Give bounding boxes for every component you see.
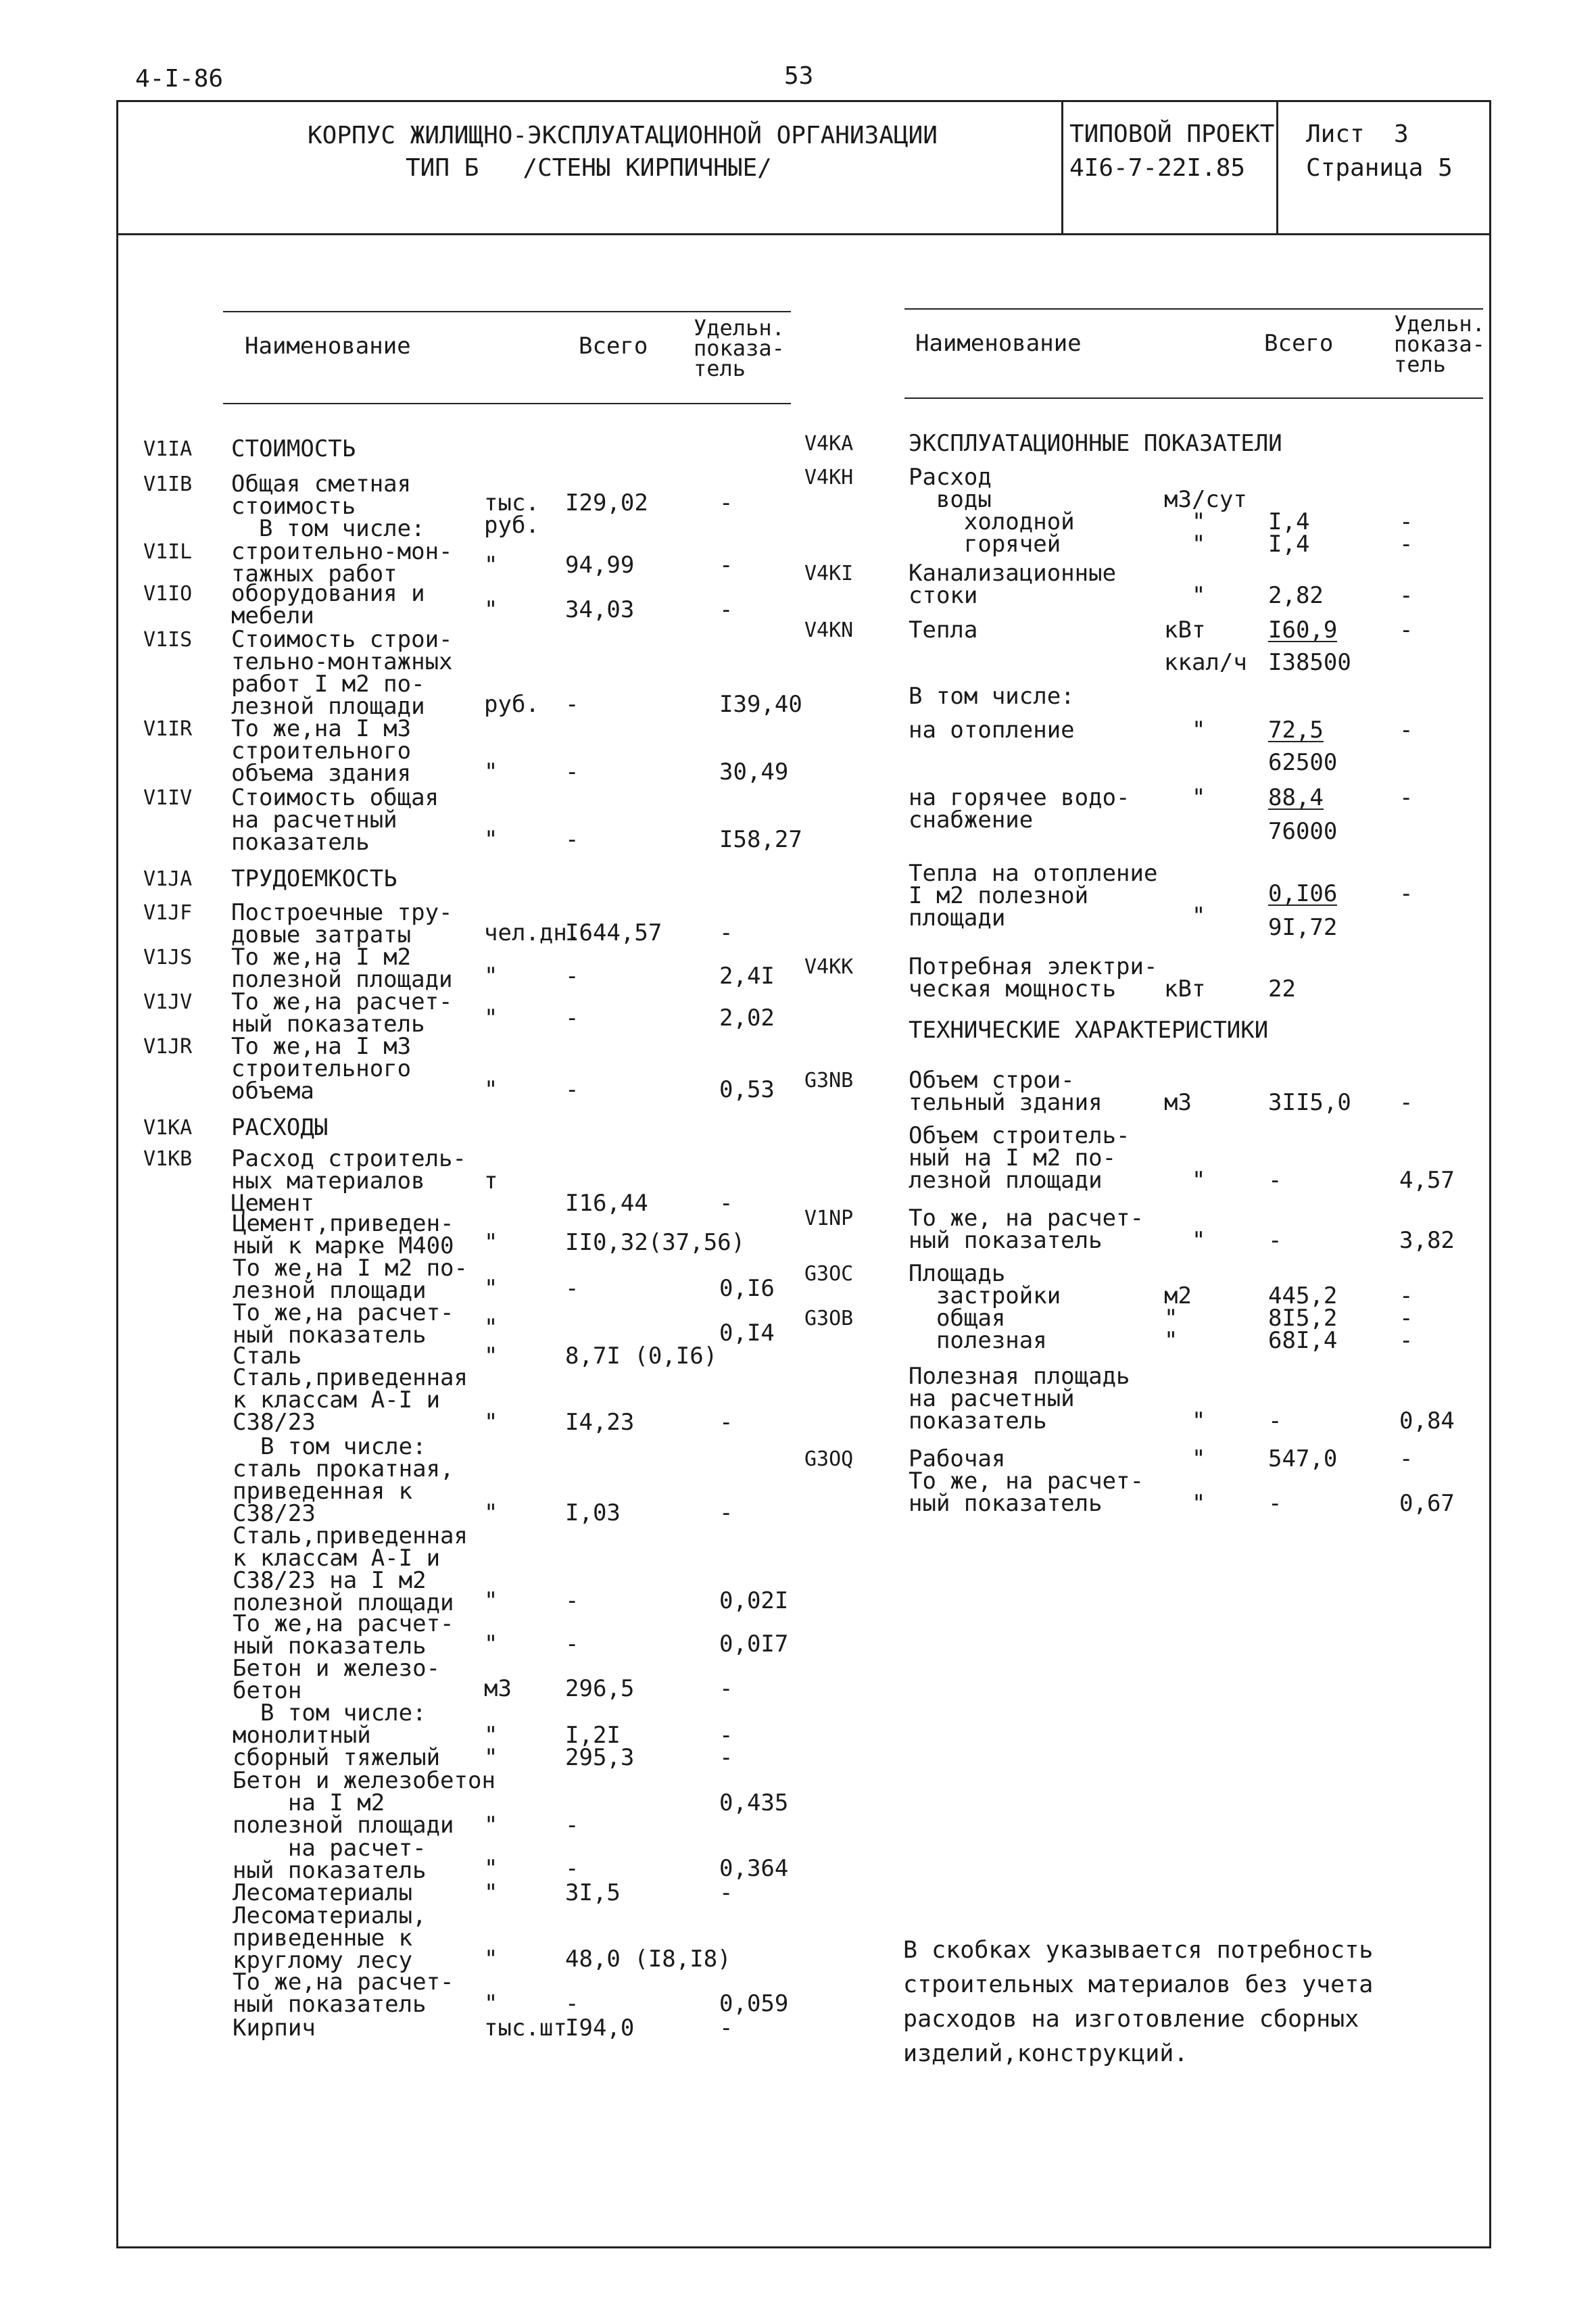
left-row-unit: т: [484, 1167, 498, 1195]
right-row-unit: ": [1191, 902, 1206, 930]
material-row-name: Лесоматериалы: [233, 1879, 413, 1906]
right-row-spec: -: [1399, 784, 1413, 811]
left-header-name: Наименование: [245, 333, 411, 360]
right-row-unit: м3: [1164, 1089, 1192, 1116]
right-row-total: 76000: [1268, 818, 1338, 845]
material-row-unit: ": [484, 1631, 498, 1658]
left-row-unit: руб.: [484, 691, 539, 718]
right-row-unit: кВт: [1164, 975, 1206, 1003]
material-row-spec: 0,02I: [719, 1587, 789, 1614]
material-row-name: То же,на расчет- ный показатель: [233, 1610, 454, 1660]
left-row-name: СТОИМОСТЬ: [231, 435, 356, 462]
stamp-title-line-2: ТИП Б /СТЕНЫ КИРПИЧНЫЕ/: [406, 154, 772, 182]
right-row-spec: -: [1399, 617, 1413, 644]
left-row-total: -: [565, 826, 579, 853]
right-row-unit: м3/сут " ": [1164, 486, 1247, 558]
right-row-code: V4KK: [804, 955, 854, 979]
material-row-unit: ": [484, 1409, 498, 1436]
material-row-name: В том числе: сталь прокатная, приведенная к С38/23: [233, 1433, 454, 1527]
right-row-code: G3NB: [804, 1069, 854, 1092]
left-row-unit: ": [484, 1076, 498, 1103]
right-row-total: 62500: [1268, 749, 1338, 776]
left-row-code: V1IA: [143, 437, 193, 461]
left-row-code: V1IV: [143, 786, 193, 810]
left-header-top-line: [223, 311, 791, 312]
stamp-sheet: Лист 3: [1306, 120, 1409, 148]
left-row-spec: 2,4I: [719, 963, 775, 990]
left-row-spec: -: [719, 1190, 733, 1217]
left-row-total: I29,02: [565, 489, 648, 516]
left-row-name: То же,на I м3 строительного объема здания: [231, 715, 412, 787]
material-row-total: I94,0: [565, 2015, 635, 2042]
material-row-spec: 0,435: [719, 1789, 789, 1816]
right-header-top-line: [904, 308, 1483, 310]
right-row-total: 22: [1268, 975, 1296, 1003]
right-row-unit: ": [1164, 717, 1206, 744]
material-row-unit: ": [484, 1499, 498, 1526]
left-row-name: Стоимость строи- тельно-монтажных работ I м2 по- лезной площади: [231, 626, 453, 720]
material-row-name: Бетон и железо- бетон: [233, 1655, 441, 1704]
left-row-name: То же,на I м3 строительного объема: [231, 1033, 412, 1105]
material-row-spec: -: [719, 2015, 733, 2042]
right-row-spec: 0,84: [1399, 1407, 1455, 1434]
right-row-code: V4KI: [804, 562, 854, 585]
left-row-spec: -: [719, 919, 733, 946]
material-row-name: на расчет- ный показатель: [233, 1835, 427, 1884]
material-row-unit: ": [484, 1879, 498, 1906]
right-row-spec: -: [1399, 880, 1413, 907]
right-row-code: V4KN: [804, 619, 854, 642]
right-row-name: на горячее водо- снабжение: [909, 784, 1130, 834]
right-row-spec: - - -: [1399, 1282, 1413, 1354]
material-row-total: I,03: [565, 1499, 621, 1526]
right-row-spec: -: [1399, 717, 1413, 744]
left-row-code: V1JS: [143, 946, 193, 969]
material-row-total: -: [565, 1812, 579, 1839]
left-row-code: V1JR: [143, 1035, 193, 1059]
right-row-name: Потребная электри- ческая мощность: [909, 953, 1158, 1003]
right-header-spec: Удельн. показа- тель: [1394, 311, 1485, 377]
right-row-total: -: [1268, 1407, 1282, 1434]
material-row-total: 8,7I (0,I6): [565, 1343, 718, 1370]
material-row-total: -: [565, 1855, 579, 1882]
material-row-name: Кирпич: [233, 2015, 316, 2042]
right-row-unit: ": [1191, 1167, 1206, 1194]
material-row-spec: - -: [719, 1722, 733, 1771]
stamp-page: Страница 5: [1306, 154, 1453, 182]
material-row-name: Сталь,приведенная к классам А-I и С38/23 на I м2 полезной площади: [233, 1522, 468, 1616]
right-row-name: на отопление: [909, 717, 1075, 744]
left-row-spec: I58,27: [719, 826, 802, 853]
material-row-unit: ": [484, 1343, 498, 1370]
right-row-spec: 4,57: [1399, 1167, 1455, 1194]
left-row-unit: ": [484, 963, 498, 990]
material-row-name: То же,на I м2 по- лезной площади: [233, 1255, 468, 1304]
material-row-name: Лесоматериалы, приведенные к круглому лесу: [233, 1902, 427, 1974]
right-row-total: 445,2 8I5,2 68I,4: [1268, 1282, 1338, 1354]
material-row-unit: ": [484, 1855, 498, 1882]
right-row-unit: ккал/ч: [1164, 649, 1247, 676]
right-row-unit: ": [1191, 582, 1206, 609]
right-row-total: -: [1268, 1167, 1282, 1194]
right-row-total: -: [1268, 1227, 1282, 1254]
left-header-spec: Удельн. показа- тель: [694, 315, 785, 381]
material-row-spec: 0,I6: [719, 1275, 775, 1302]
material-row-name: Цемент,приведен- ный к марке М400: [233, 1210, 454, 1259]
right-row-unit: " ": [1191, 1445, 1206, 1517]
right-header-total: Всего: [1264, 330, 1334, 357]
stamp-project-label: ТИПОВОЙ ПРОЕКТ: [1069, 120, 1275, 148]
material-row-total: -: [565, 1990, 579, 2017]
right-row-total: 547,0 -: [1268, 1445, 1338, 1517]
right-row-unit: ": [1191, 1407, 1206, 1434]
material-row-spec: 0,059: [719, 1990, 789, 2017]
page-number: 53: [784, 62, 814, 90]
right-row-name: Тепла: [909, 617, 978, 644]
right-row-name: ЭКСПЛУАТАЦИОННЫЕ ПОКАЗАТЕЛИ: [909, 430, 1282, 457]
right-row-unit: м2 " ": [1164, 1282, 1192, 1354]
right-row-name: ТЕХНИЧЕСКИЕ ХАРАКТЕРИСТИКИ: [909, 1017, 1269, 1044]
right-row-name: Рабочая То же, на расчет- ный показатель: [909, 1445, 1144, 1517]
left-row-name: То же,на I м2 полезной площади: [231, 944, 453, 993]
stamp-project-number: 4I6-7-22I.85: [1069, 154, 1246, 182]
right-row-total: I60,9: [1268, 617, 1338, 644]
material-row-name: То же,на расчет- ный показатель: [233, 1969, 454, 2018]
left-row-name: Расход строитель- ных материалов Цемент: [231, 1145, 466, 1217]
stamp-right-top-line: [1276, 100, 1491, 102]
left-row-name: Построечные тру- довые затраты: [231, 899, 453, 948]
stamp-divider-1: [1061, 100, 1063, 234]
left-row-unit: ": [484, 552, 498, 579]
left-row-total: -: [565, 1005, 579, 1032]
right-row-name: В том числе:: [909, 683, 1075, 710]
material-row-unit: ": [484, 1587, 498, 1614]
material-row-spec: -: [719, 1409, 733, 1436]
material-row-spec: -: [719, 1675, 733, 1702]
right-row-name: То же, на расчет- ный показатель: [909, 1205, 1144, 1254]
left-row-spec: 0,53: [719, 1076, 775, 1103]
left-row-name: ТРУДОЕМКОСТЬ: [231, 865, 397, 892]
left-row-code: V1JV: [143, 990, 193, 1014]
row-code: G3OB: [804, 1307, 854, 1330]
left-row-code: V1IO: [143, 582, 193, 606]
material-row-unit: м3: [484, 1675, 512, 1702]
left-row-spec: 2,02: [719, 1005, 775, 1032]
material-row-name: То же,на расчет- ный показатель: [233, 1299, 454, 1349]
left-row-code: V1IR: [143, 717, 193, 741]
left-row-total: I16,44: [565, 1190, 648, 1217]
left-header-total: Всего: [579, 333, 648, 360]
right-row-code: G3OQ: [804, 1447, 854, 1471]
right-row-spec: 3,82: [1399, 1227, 1455, 1254]
stamp-bottom-line: [116, 233, 1491, 235]
left-row-code: V1KA: [143, 1116, 193, 1140]
right-header-bottom-line: [904, 397, 1483, 399]
material-row-total: -: [565, 1631, 579, 1658]
right-row-name: Объем строитель- ный на I м2 по- лезной площади: [909, 1122, 1130, 1194]
right-row-unit: кВт: [1164, 617, 1206, 644]
material-row-unit: ": [484, 1812, 498, 1839]
material-row-spec: 0,0I7: [719, 1631, 789, 1658]
left-row-total: I644,57: [565, 919, 662, 946]
material-row-name: Сталь: [233, 1343, 302, 1370]
right-row-unit: ": [1164, 784, 1206, 811]
left-row-unit: ": [484, 758, 498, 786]
material-row-unit: " ": [484, 1722, 498, 1771]
right-row-spec: -: [1399, 582, 1413, 609]
material-row-spec: -: [719, 1499, 733, 1526]
left-row-spec: -: [719, 489, 733, 516]
left-row-code: V1IL: [143, 540, 193, 564]
material-row-unit: ": [484, 1275, 498, 1302]
material-row-spec: -: [719, 1879, 733, 1906]
right-row-spec: - -: [1399, 508, 1413, 558]
right-row-total: I38500: [1268, 649, 1351, 676]
stamp-title-line-1: КОРПУС ЖИЛИЩНО-ЭКСПЛУАТАЦИОННОЙ ОРГАНИЗАЦИИ: [308, 122, 938, 149]
material-row-unit: ": [484, 1946, 498, 1973]
material-row-unit: ": [484, 1990, 498, 2017]
right-row-name: Площадь застройки общая полезная: [909, 1260, 1061, 1354]
left-row-spec: 30,49: [719, 758, 789, 786]
right-row-code: V4KA: [804, 432, 854, 456]
left-row-total: -: [565, 963, 579, 990]
right-row-total: 72,5: [1268, 717, 1324, 744]
material-row-total: -: [565, 1587, 579, 1614]
left-row-code: V1JF: [143, 901, 193, 925]
left-row-unit: ": [484, 596, 498, 623]
right-row-unit: ": [1191, 1227, 1206, 1254]
material-row-unit: ": [484, 1229, 498, 1256]
material-row-unit: ": [484, 1314, 498, 1341]
right-row-name: Полезная площадь на расчетный показатель: [909, 1363, 1130, 1434]
left-row-name: Стоимость общая на расчетный показатель: [231, 784, 439, 856]
right-row-name: Расход воды холодной горячей: [909, 464, 1075, 558]
left-row-code: V1IB: [143, 473, 193, 496]
material-row-total: II0,32(37,56): [565, 1229, 746, 1256]
stamp-divider-2: [1276, 100, 1278, 234]
left-row-unit: чел.дн.: [484, 919, 581, 946]
left-row-name: РАСХОДЫ: [231, 1114, 329, 1141]
right-row-spec: -: [1399, 1089, 1413, 1116]
left-row-unit: ": [484, 1005, 498, 1032]
material-row-total: 48,0 (I8,I8): [565, 1946, 731, 1973]
left-row-unit: ": [484, 826, 498, 853]
right-row-spec: - 0,67: [1399, 1445, 1455, 1517]
right-row-code: V4KH: [804, 466, 854, 489]
right-row-name: Тепла на отопление I м2 полезной площади: [909, 860, 1158, 932]
left-row-unit: тыс. руб.: [484, 489, 539, 539]
material-row-total: -: [565, 1275, 579, 1302]
right-row-total: I,4 I,4: [1268, 508, 1310, 558]
left-row-name: строительно-мон- тажных работ: [231, 538, 453, 587]
material-row-spec: 0,364: [719, 1855, 789, 1882]
right-row-total: 9I,72: [1268, 914, 1338, 941]
left-row-code: V1IS: [143, 628, 193, 652]
right-row-total: 0,I06: [1268, 880, 1338, 907]
material-row-spec: 0,I4: [719, 1320, 775, 1347]
right-row-code: V1NP: [804, 1207, 854, 1230]
left-row-code: V1KB: [143, 1147, 193, 1171]
left-row-total: -: [565, 691, 579, 718]
left-row-name: оборудования и мебели: [231, 580, 425, 629]
left-row-total: 94,99: [565, 552, 635, 579]
left-header-bottom-line: [223, 403, 791, 404]
right-row-total: 2,82: [1268, 582, 1324, 609]
material-row-total: 3I,5: [565, 1879, 621, 1906]
left-row-spec: -: [719, 596, 733, 623]
left-row-spec: I39,40: [719, 691, 802, 718]
right-header-name: Наименование: [915, 330, 1082, 357]
footnote: В скобках указывается потребность строительных материалов без учета расходов на изготовление сборных изделий,конструкций.: [903, 1937, 1374, 2067]
left-row-spec: -: [719, 552, 733, 579]
material-row-name: Бетон и железобетон на I м2 полезной площади: [233, 1767, 495, 1839]
material-row-total: I,2I 295,3: [565, 1722, 635, 1771]
right-row-total: 88,4: [1268, 784, 1324, 811]
right-row-total: 3II5,0: [1268, 1089, 1351, 1116]
material-row-unit: тыс.шт: [484, 2015, 567, 2042]
material-row-name: В том числе: монолитный сборный тяжелый: [233, 1699, 441, 1771]
right-row-name: Канализационные стоки: [909, 560, 1117, 609]
left-row-total: -: [565, 758, 579, 786]
material-row-name: Сталь,приведенная к классам А-I и С38/23: [233, 1364, 468, 1436]
left-row-name: Общая сметная стоимость В том числе:: [231, 471, 425, 542]
left-row-total: -: [565, 1076, 579, 1103]
left-row-total: 34,03: [565, 596, 635, 623]
right-row-code: G3OC: [804, 1262, 854, 1286]
left-row-code: V1JA: [143, 867, 193, 891]
right-row-name: Объем строи- тельный здания: [909, 1067, 1103, 1116]
material-row-total: 296,5: [565, 1675, 635, 1702]
document-code: 4-I-86: [135, 65, 224, 93]
material-row-total: I4,23: [565, 1409, 635, 1436]
left-row-name: То же,на расчет- ный показатель: [231, 988, 453, 1038]
